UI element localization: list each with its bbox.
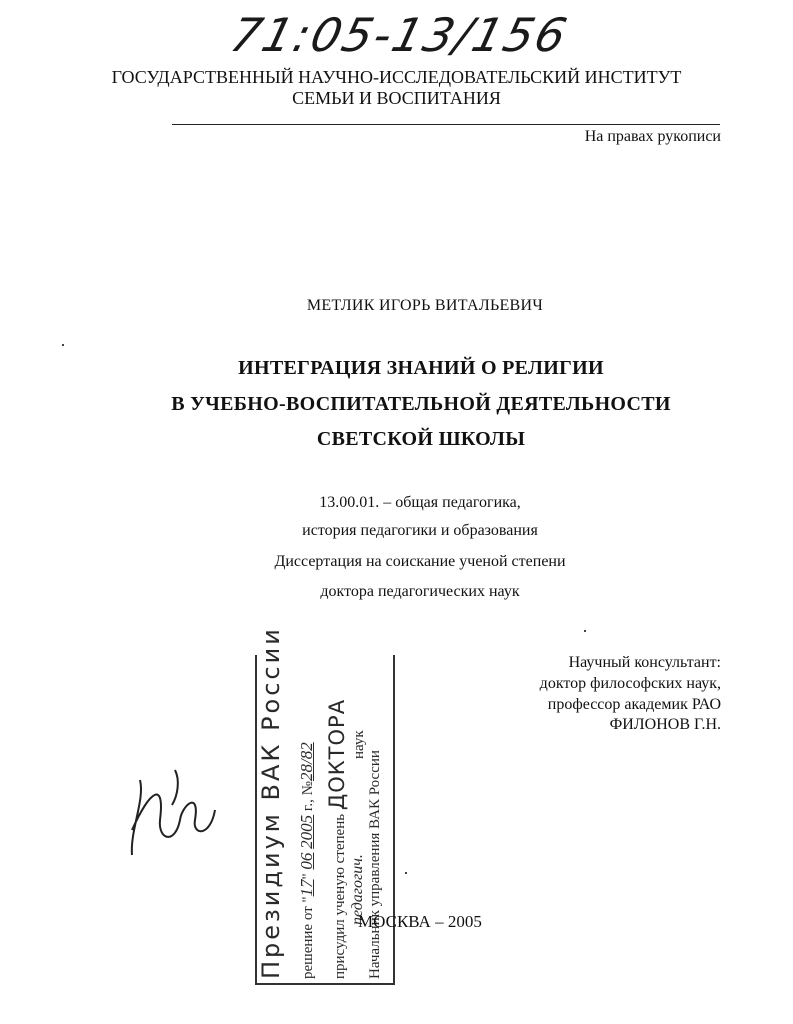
- stamp-degree: ДОКТОРА: [325, 698, 349, 811]
- stamp-decision: [297, 742, 317, 979]
- signature-left: [120, 750, 220, 860]
- stamp-decision-no-prefix: г., №: [300, 781, 316, 812]
- stamp-awarded-prefix: присудил ученую степень: [332, 813, 348, 979]
- header-divider: [172, 124, 720, 125]
- specialty-name: история педагогики и образования: [302, 522, 538, 539]
- consultant-title: профессор академик РАО: [547, 696, 721, 713]
- manuscript-rights: На правах рукописи: [584, 128, 721, 145]
- dissertation-title-line2: В УЧЕБНО-ВОСПИТАТЕЛЬНОЙ ДЕЯТЕЛЬНОСТИ: [171, 393, 671, 415]
- institute-name-line2: СЕМЬИ И ВОСПИТАНИЯ: [292, 88, 501, 108]
- stamp-decision-mid: ": [300, 873, 316, 880]
- stamp-field-handwritten: педагогич.: [349, 854, 366, 925]
- consultant-name: ФИЛОНОВ Г.Н.: [609, 716, 721, 733]
- degree-name: доктора педагогических наук: [320, 583, 520, 600]
- author-name: МЕТЛИК ИГОРЬ ВИТАЛЬЕВИЧ: [306, 297, 544, 314]
- stamp-decision-month: 06: [297, 852, 316, 870]
- stamp-decision-prefix: решение от ": [300, 896, 316, 979]
- consultant-degree: доктор философских наук,: [539, 675, 721, 692]
- stamp-decision-no: 28/82: [297, 742, 316, 782]
- stamp-sciences: наук: [351, 730, 367, 759]
- degree-purpose: Диссертация на соискание ученой степени: [274, 553, 566, 570]
- dissertation-title-line1: ИНТЕГРАЦИЯ ЗНАНИЙ О РЕЛИГИИ: [238, 357, 604, 379]
- stamp-head-title: Начальник управления ВАК России: [367, 750, 383, 979]
- stamp-decision-day: 17: [297, 879, 316, 897]
- scan-speck: [405, 872, 407, 874]
- archive-number: 71:05-13/156: [225, 8, 574, 62]
- dissertation-title-line3: СВЕТСКОЙ ШКОЛЫ: [316, 428, 526, 450]
- consultant-label: Научный консультант:: [568, 654, 721, 671]
- stamp-decision-year: 2005: [297, 814, 316, 849]
- institute-name-line1: ГОСУДАРСТВЕННЫЙ НАУЧНО-ИССЛЕДОВАТЕЛЬСКИЙ ИНСТИТУТ: [111, 67, 682, 87]
- vak-stamp: [255, 626, 395, 985]
- stamp-award: [325, 699, 349, 979]
- city-year: МОСКВА – 2005: [358, 912, 482, 931]
- scan-speck: [584, 630, 586, 632]
- specialty-code: 13.00.01. – общая педагогика,: [319, 494, 521, 511]
- scan-speck: [62, 344, 64, 346]
- stamp-header: Президиум ВАК России: [257, 626, 285, 979]
